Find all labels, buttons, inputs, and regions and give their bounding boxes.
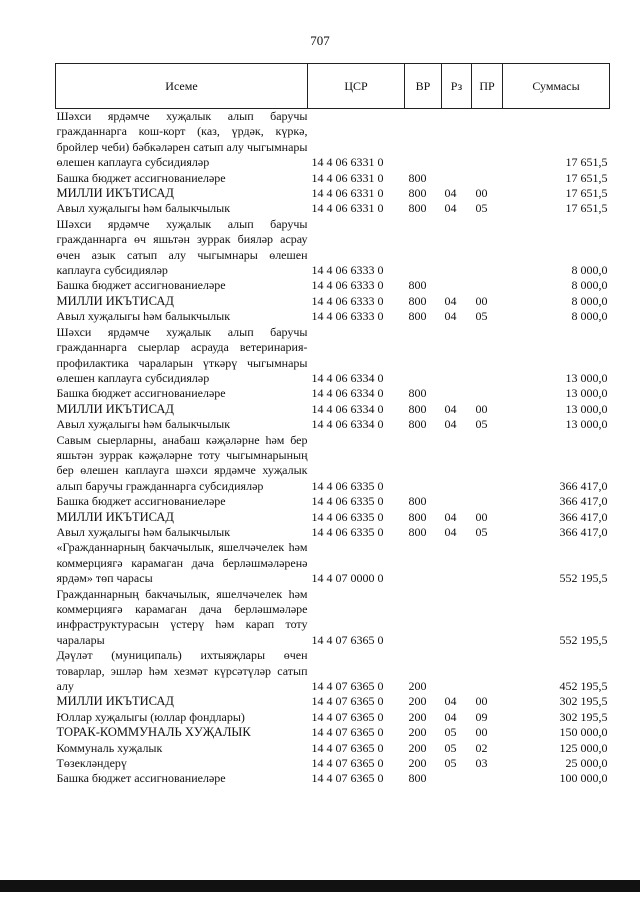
cell-csr: 14 4 06 6335 0 [311,524,384,539]
cell-sum: 150 000,0 [559,725,608,740]
table-row [56,294,610,309]
table-row [56,217,610,279]
cell-rz [442,433,472,495]
table-header [56,64,610,109]
cell-sum: 13 000,0 [565,417,608,432]
cell-csr: 14 4 07 6365 0 [311,740,384,755]
table-row [56,171,610,186]
header-sum: Суммасы [503,64,610,109]
header-csr: ЦСР [308,64,405,109]
cell-vr [405,325,442,387]
cell-vr [405,433,442,495]
cell-rz: 05 [444,740,457,755]
cell-csr: 14 4 07 6365 0 [311,694,384,709]
cell-csr: 14 4 07 6365 0 [311,756,384,771]
cell-name: Шәхси ярдәмче хуҗалык алып баручы гражданнарга өч яшьтән зуррак бияләр асрау өчен азык сатып алу чыгымнары өлешен каплауга субсидияләр [56,216,308,278]
table-row [56,587,610,649]
cell-vr: 800 [408,509,427,524]
table-row [56,756,610,771]
cell-csr: 14 4 06 6333 0 [311,293,384,308]
cell-pr: 03 [475,756,488,771]
table-row [56,186,610,201]
cell-name: Башка бюджет ассигнованиеләре [56,386,226,401]
cell-rz: 04 [444,694,457,709]
cell-csr: 14 4 06 6333 0 [311,309,384,324]
cell-rz [442,771,472,786]
cell-pr: 05 [475,417,488,432]
cell-pr [472,278,503,293]
cell-vr: 800 [408,170,427,185]
table-row [56,201,610,216]
cell-csr: 14 4 06 6331 0 [311,155,384,170]
cell-name: Төзекләндерү [56,756,127,771]
cell-rz: 04 [444,509,457,524]
cell-name: Коммуналь хуҗалык [56,740,163,755]
cell-csr: 14 4 06 6334 0 [311,370,384,385]
cell-rz: 05 [444,756,457,771]
page-number: 707 [310,33,330,48]
table-row [56,402,610,417]
cell-pr [472,771,503,786]
cell-sum: 8 000,0 [571,309,608,324]
table-row [56,433,610,495]
cell-name: Башка бюджет ассигнованиеләре [56,494,226,509]
table-row [56,725,610,740]
cell-rz: 04 [444,186,457,201]
cell-sum: 25 000,0 [565,756,608,771]
cell-vr: 800 [408,386,427,401]
cell-rz [442,648,472,694]
header-pr: ПР [472,64,503,109]
cell-sum: 366 417,0 [559,524,608,539]
cell-name: Авыл хуҗалыгы һәм балыкчылык [56,524,231,539]
cell-pr: 00 [475,694,488,709]
cell-vr: 800 [408,524,427,539]
table-row [56,694,610,709]
cell-vr: 800 [408,401,427,416]
cell-sum: 552 195,5 [559,632,608,647]
cell-name: МИЛЛИ ИКЪТИСАД [56,509,174,524]
budget-table [55,63,610,787]
cell-name: Гражданнарның бакчачылык, яшелчәчелек һәм коммерциягә карамаган дача берләшмәләре инфраструктурасын үстерү һәм карап тоту чаралары [56,586,308,647]
cell-pr: 05 [475,309,488,324]
cell-rz: 05 [444,725,457,740]
cell-pr [472,540,503,586]
cell-pr [472,648,503,694]
cell-vr: 800 [408,417,427,432]
cell-vr [405,217,442,279]
cell-name: «Гражданнарның бакчачылык, яшелчәчелек һәм коммерциягә карамаган дача берләшмәләренә ярдәм» төп чарасы [56,540,308,586]
cell-pr [472,171,503,186]
cell-rz [442,386,472,401]
cell-pr [472,325,503,387]
cell-pr [472,217,503,279]
cell-name: Авыл хуҗалыгы һәм балыкчылык [56,309,231,324]
cell-vr: 800 [408,309,427,324]
cell-pr: 05 [475,201,488,216]
cell-pr: 02 [475,740,488,755]
cell-sum: 13 000,0 [565,370,608,385]
cell-csr: 14 4 06 6335 0 [311,509,384,524]
cell-vr: 200 [408,694,427,709]
cell-vr: 200 [408,756,427,771]
cell-name: МИЛЛИ ИКЪТИСАД [56,401,174,416]
cell-name: МИЛЛИ ИКЪТИСАД [56,293,174,308]
cell-rz [442,540,472,586]
cell-pr [472,386,503,401]
cell-vr [405,540,442,586]
cell-name: Савым сыерларны, анабаш кәҗәләрне һәм бер яшьтән зуррак кәҗәләрне тоту чыгымнарының бер өлешен каплауга шәхси ярдәмче хуҗалык алып баручы гражданнарга субсидияләр [56,432,308,493]
cell-name: МИЛЛИ ИКЪТИСАД [56,694,174,709]
cell-csr: 14 4 06 6331 0 [311,170,384,185]
cell-sum: 13 000,0 [565,386,608,401]
header-name: Исеме [56,64,308,109]
cell-name: Шәхси ярдәмче хуҗалык алып баручы гражданнарга кош-корт (каз, үрдәк, күркә, бройлер чеби) бәбкәләрен сатып алу чыгымнары өлешен каплауга субсидияләр [56,109,308,170]
cell-sum: 100 000,0 [559,771,608,786]
table-row [56,771,610,786]
cell-name: Юллар хуҗалыгы (юллар фондлары) [56,709,245,724]
cell-csr: 14 4 06 6335 0 [311,494,384,509]
table-row [56,309,610,324]
table-row [56,540,610,586]
cell-csr: 14 4 06 6331 0 [311,201,384,216]
cell-vr [405,109,442,171]
cell-vr: 800 [408,771,427,786]
cell-rz [442,217,472,279]
cell-pr: 00 [475,293,488,308]
cell-name: Авыл хуҗалыгы һәм балыкчылык [56,201,231,216]
table-row [56,417,610,432]
cell-pr [472,109,503,171]
cell-vr: 200 [408,679,427,694]
cell-sum: 366 417,0 [559,509,608,524]
cell-sum: 366 417,0 [559,494,608,509]
table-row [56,494,610,509]
cell-vr: 800 [408,186,427,201]
cell-name: Шәхси ярдәмче хуҗалык алып баручы гражданнарга сыерлар асрауда ветеринария-профилактика чараларын үткәрү чыгымнары өлешен каплауга субсидияләр [56,324,308,385]
cell-rz: 04 [444,401,457,416]
table-row [56,325,610,387]
table-row [56,710,610,725]
cell-name: ТОРАК-КОММУНАЛЬ ХУҖАЛЫК [56,725,251,740]
header-rz: Рз [442,64,472,109]
cell-csr: 14 4 06 6334 0 [311,401,384,416]
cell-csr: 14 4 06 6331 0 [311,186,384,201]
cell-vr: 200 [408,725,427,740]
cell-pr [472,587,503,649]
cell-rz: 04 [444,709,457,724]
table-row [56,109,610,171]
cell-csr: 14 4 07 0000 0 [311,571,384,586]
cell-csr: 14 4 06 6334 0 [311,417,384,432]
table-body [56,109,610,787]
table-row [56,278,610,293]
cell-name: Башка бюджет ассигнованиеләре [56,170,226,185]
cell-pr: 09 [475,709,488,724]
cell-sum: 125 000,0 [559,740,608,755]
table-row [56,386,610,401]
cell-sum: 8 000,0 [571,293,608,308]
header-vr: ВР [405,64,442,109]
cell-csr: 14 4 06 6334 0 [311,386,384,401]
cell-name: МИЛЛИ ИКЪТИСАД [56,186,174,201]
cell-vr: 200 [408,709,427,724]
cell-vr: 200 [408,740,427,755]
cell-name: Дәүләт (муниципаль) ихтыяҗлары өчен товарлар, эшләр һәм хезмәт күрсәтүләр сатып алу [56,648,308,694]
cell-rz [442,109,472,171]
cell-sum: 452 195,5 [559,679,608,694]
cell-pr: 05 [475,524,488,539]
cell-rz [442,171,472,186]
cell-sum: 8 000,0 [571,263,608,278]
cell-sum: 17 651,5 [565,170,608,185]
cell-csr: 14 4 07 6365 0 [311,709,384,724]
table-row [56,525,610,540]
table-row [56,510,610,525]
cell-csr: 14 4 06 6335 0 [311,478,384,493]
cell-csr: 14 4 07 6365 0 [311,632,384,647]
cell-vr: 800 [408,293,427,308]
cell-sum: 302 195,5 [559,694,608,709]
cell-csr: 14 4 06 6333 0 [311,263,384,278]
cell-rz: 04 [444,309,457,324]
cell-rz: 04 [444,524,457,539]
cell-csr: 14 4 07 6365 0 [311,725,384,740]
table-row [56,741,610,756]
cell-rz [442,278,472,293]
cell-name: Башка бюджет ассигнованиеләре [56,771,226,786]
cell-pr: 00 [475,725,488,740]
cell-csr: 14 4 06 6333 0 [311,278,384,293]
cell-sum: 302 195,5 [559,709,608,724]
scan-bottom-edge [0,880,640,892]
cell-pr [472,433,503,495]
cell-sum: 17 651,5 [565,201,608,216]
cell-sum: 8 000,0 [571,278,608,293]
cell-name: Башка бюджет ассигнованиеләре [56,278,226,293]
cell-sum: 17 651,5 [565,186,608,201]
cell-pr [472,494,503,509]
cell-sum: 552 195,5 [559,571,608,586]
cell-pr: 00 [475,401,488,416]
cell-vr [405,587,442,649]
cell-rz: 04 [444,201,457,216]
cell-rz: 04 [444,417,457,432]
cell-vr: 800 [408,201,427,216]
cell-rz [442,587,472,649]
cell-vr: 800 [408,278,427,293]
cell-pr: 00 [475,509,488,524]
cell-name: Авыл хуҗалыгы һәм балыкчылык [56,417,231,432]
cell-sum: 366 417,0 [559,478,608,493]
cell-rz: 04 [444,293,457,308]
cell-vr: 800 [408,494,427,509]
cell-sum: 13 000,0 [565,401,608,416]
cell-rz [442,325,472,387]
cell-sum: 17 651,5 [565,155,608,170]
cell-csr: 14 4 07 6365 0 [311,679,384,694]
cell-csr: 14 4 07 6365 0 [311,771,384,786]
table-row [56,648,610,694]
cell-pr: 00 [475,186,488,201]
cell-rz [442,494,472,509]
